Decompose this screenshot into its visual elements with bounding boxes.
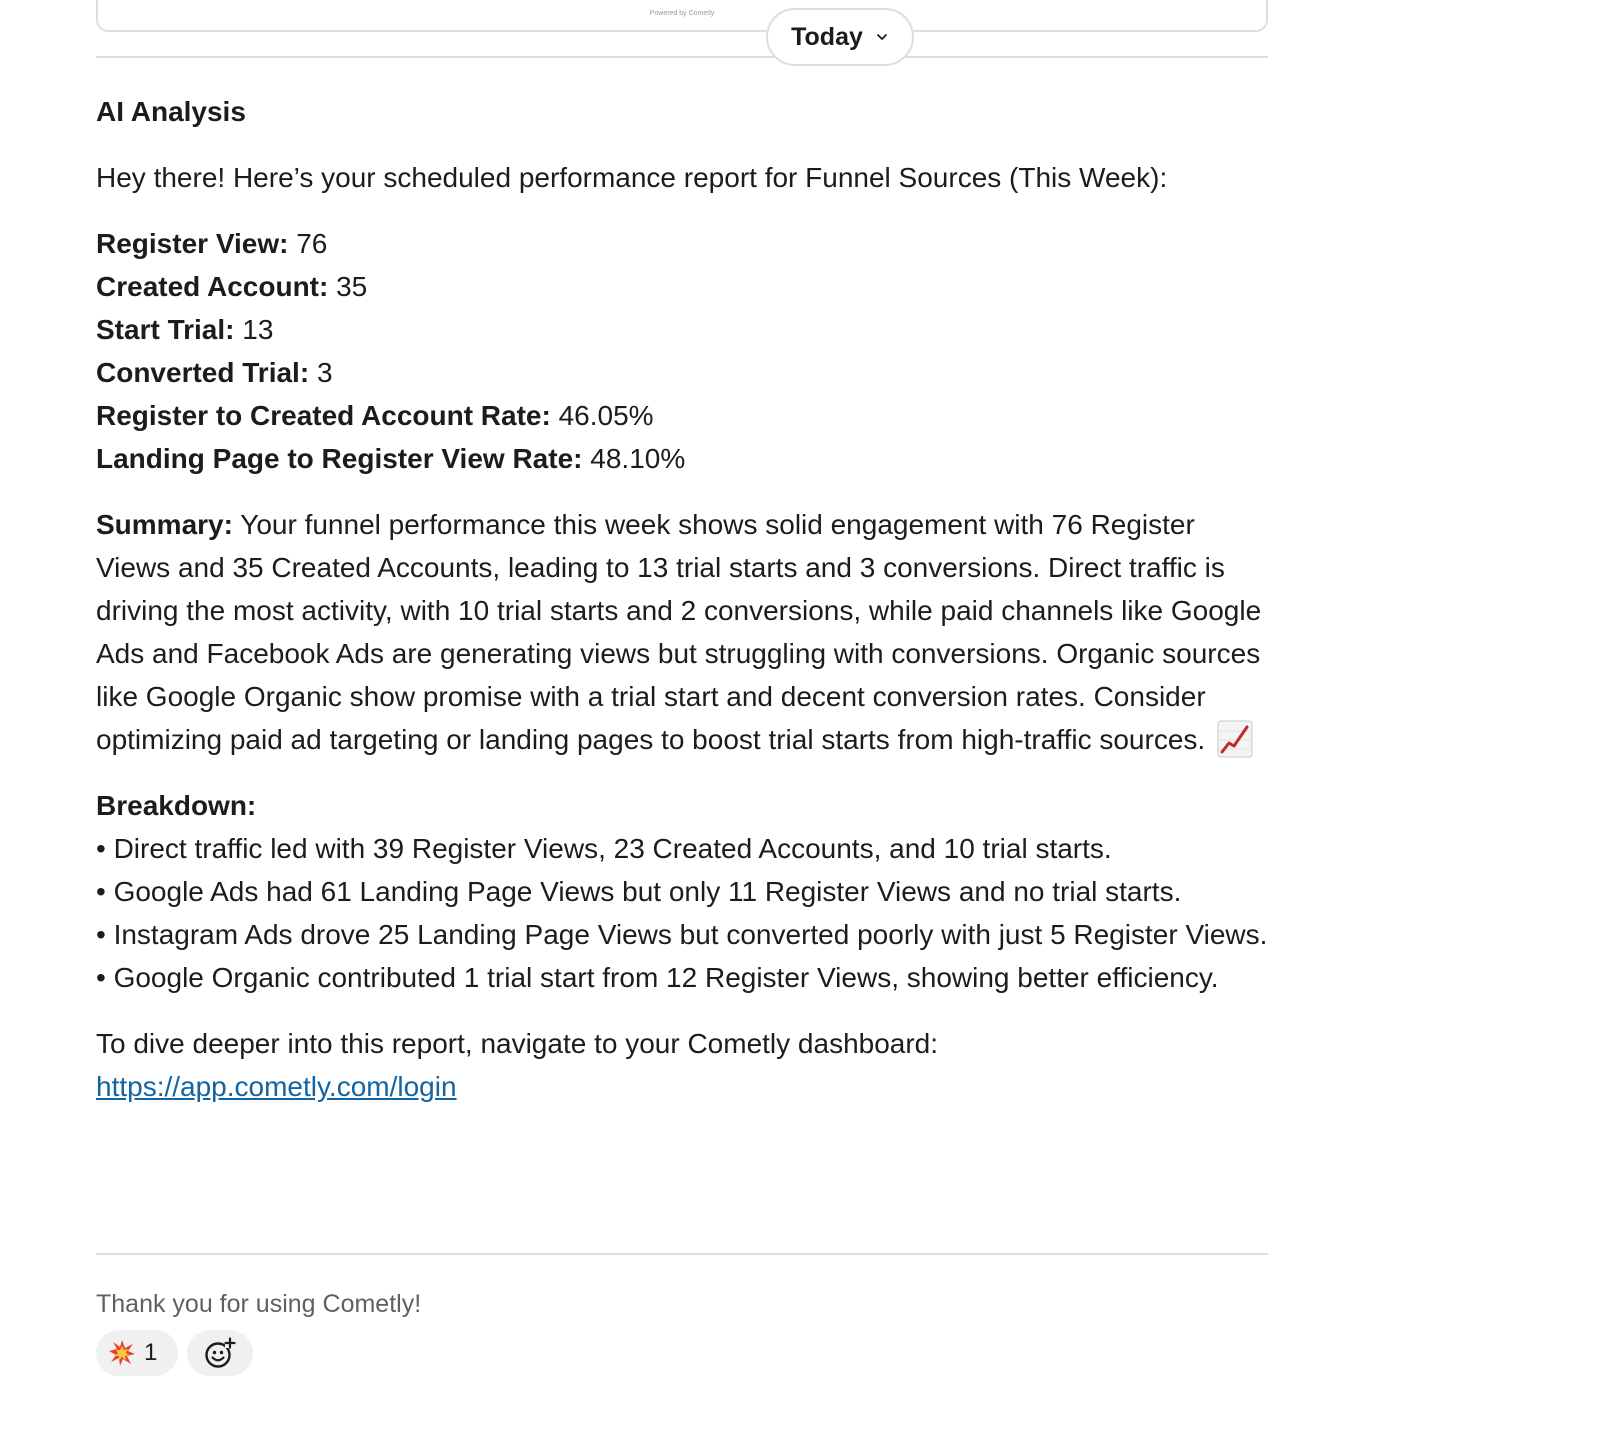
chart-increasing-icon	[1217, 719, 1253, 759]
reaction-pill-collision[interactable]	[96, 1330, 178, 1376]
metric-value: 13	[242, 314, 274, 345]
metric-value: 46.05%	[558, 400, 654, 431]
summary-text: Your funnel performance this week shows solid engagement with 76 Register Views and 35 Created Accounts, leading to 13 trial starts and 3 conversions. Direct traffic is driving the most activity, with 10 trial starts and 2 conversions, while paid channels like Google Ads and Facebook Ads are generating views but struggling with conversions. Organic sources like Google Organic show promise with a trial start and decent conversion rates. Consider optimizing paid ad targeting or landing pages to boost trial starts from high-traffic sources.	[96, 509, 1262, 755]
metric-value: 48.10%	[590, 443, 686, 474]
date-divider	[96, 56, 1268, 58]
list-item: • Direct traffic led with 39 Register Views, 23 Created Accounts, and 10 trial starts.	[96, 833, 1112, 864]
metric-value: 35	[336, 271, 368, 302]
metric-label: Start Trial:	[96, 314, 235, 345]
metric-value: 76	[296, 228, 328, 259]
footer-text: Thank you for using Cometly!	[96, 1290, 422, 1318]
add-reaction-icon	[203, 1336, 237, 1370]
date-label: Today	[791, 22, 863, 51]
metric-label: Created Account:	[96, 271, 329, 302]
reaction-bar	[96, 1330, 253, 1376]
metric-row	[96, 394, 1276, 437]
list-item: • Google Ads had 61 Landing Page Views but only 11 Register Views and no trial starts.	[96, 876, 1182, 907]
list-item: • Instagram Ads drove 25 Landing Page Views but converted poorly with just 5 Register Views.	[96, 919, 1268, 950]
dashboard-link[interactable]: https://app.cometly.com/login	[96, 1071, 457, 1102]
add-reaction-button[interactable]	[187, 1330, 253, 1376]
list-item: • Google Organic contributed 1 trial start from 12 Register Views, showing better efficiency.	[96, 962, 1219, 993]
breakdown-section	[96, 784, 1276, 999]
metric-row	[96, 437, 1276, 480]
chevron-down-icon	[875, 30, 889, 44]
metric-label: Register View:	[96, 228, 289, 259]
metrics-list	[96, 222, 1276, 480]
reaction-count: 1	[144, 1339, 158, 1366]
cta-text: To dive deeper into this report, navigate to your Cometly dashboard:	[96, 1028, 939, 1059]
summary-label: Summary:	[96, 509, 233, 540]
message-heading: AI Analysis	[96, 96, 246, 127]
metric-row	[96, 351, 1276, 394]
summary-paragraph	[96, 503, 1276, 761]
date-jump-button[interactable]	[766, 8, 914, 66]
metric-row	[96, 265, 1276, 308]
metric-label: Converted Trial:	[96, 357, 310, 388]
collision-icon	[108, 1339, 136, 1367]
metric-label: Register to Created Account Rate:	[96, 400, 551, 431]
footer-divider	[96, 1253, 1268, 1255]
metric-label: Landing Page to Register View Rate:	[96, 443, 583, 474]
powered-by-label: Powered by Cometly	[649, 10, 715, 17]
metric-row	[96, 222, 1276, 265]
intro-text: Hey there! Here’s your scheduled performance report for Funnel Sources (This Week):	[96, 162, 1168, 193]
breakdown-label	[96, 784, 1276, 827]
metric-value: 3	[316, 357, 333, 388]
previous-attachment-card	[96, 0, 1268, 32]
breakdown-heading: Breakdown:	[96, 790, 257, 821]
message-body	[96, 90, 1276, 1108]
metric-row	[96, 308, 1276, 351]
